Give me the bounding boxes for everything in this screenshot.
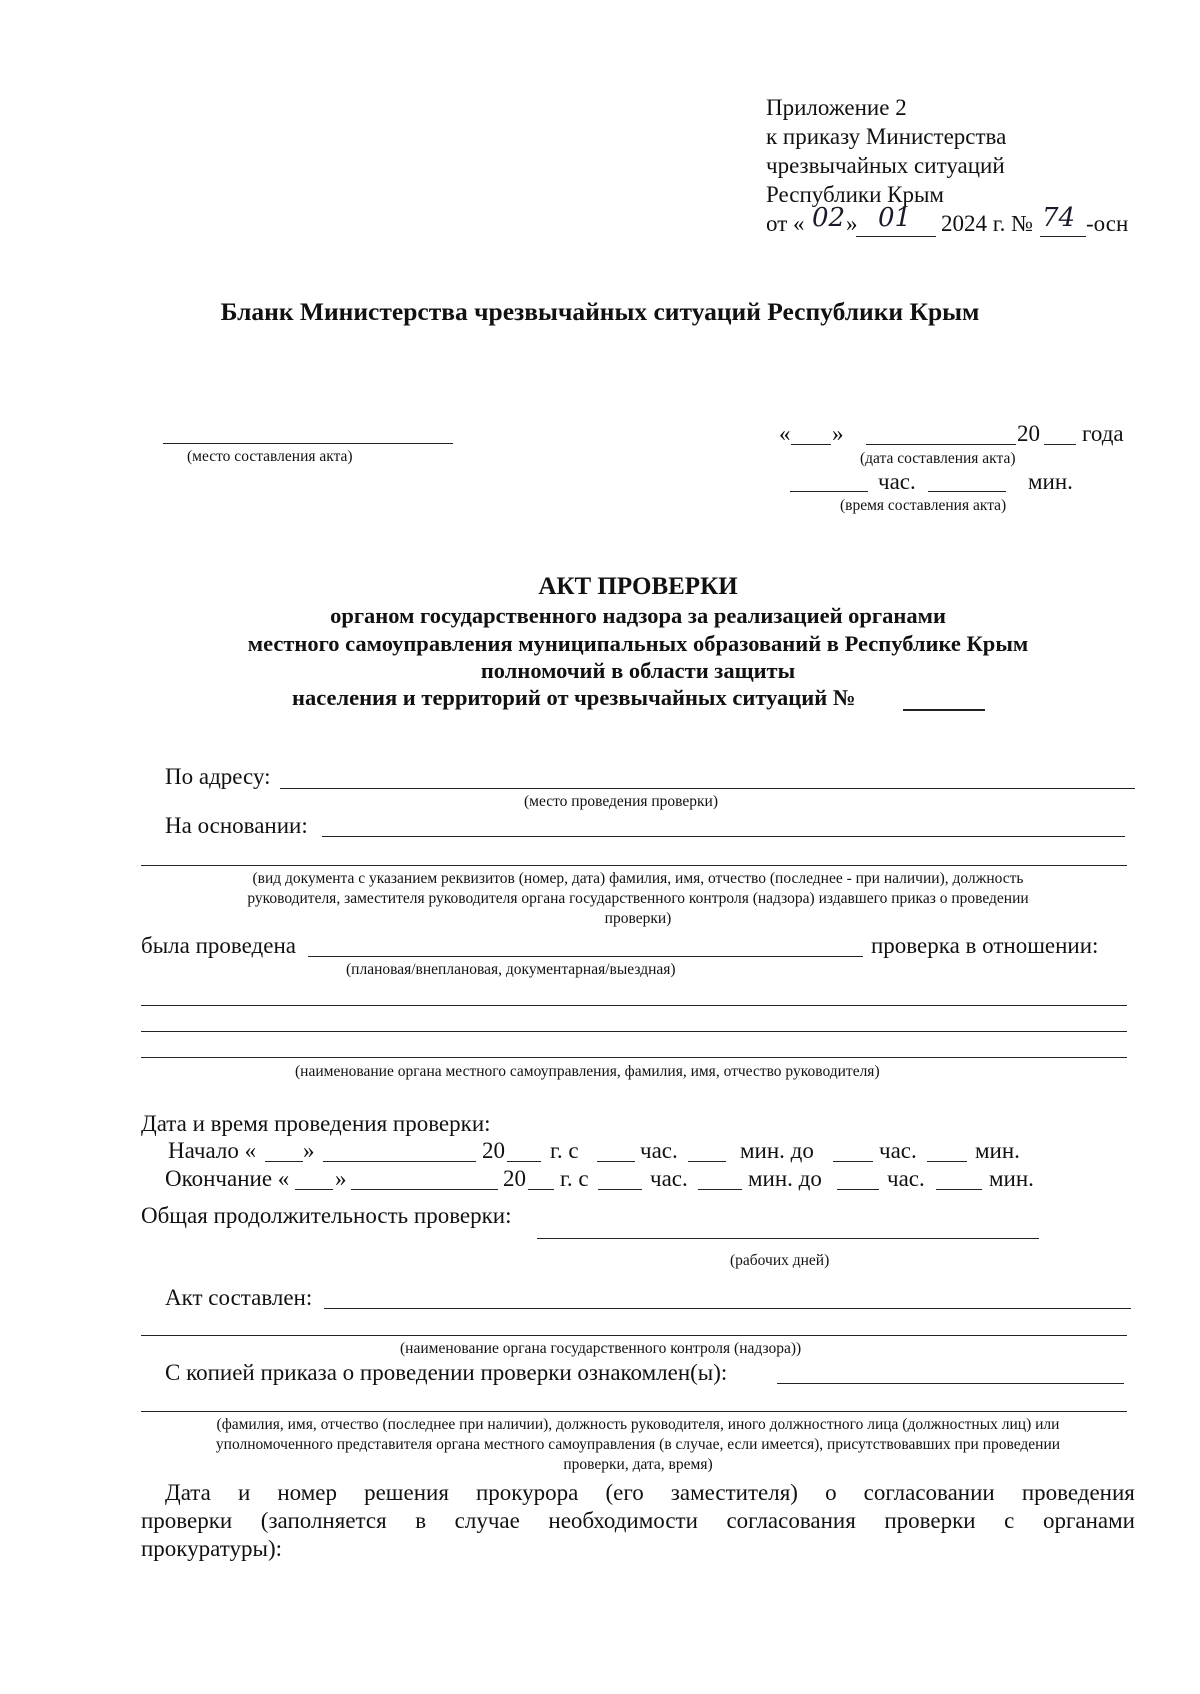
acquainted-caption-1: (фамилия, имя, отчество (последнее при наличии), должность руководителя, иного должностного лица (должностных лиц) или (216, 1416, 1060, 1433)
start-min-line (688, 1161, 726, 1162)
start-min2-line (927, 1161, 967, 1162)
start-month-line (323, 1161, 476, 1162)
act-title-line-5: населения и территорий от чрезвычайных ситуаций № (292, 685, 856, 710)
conducted-suffix: проверка в отношении: (871, 933, 1099, 958)
time-minutes-line (928, 491, 1006, 492)
appendix-date-day: 02 (812, 203, 846, 233)
date-year-line (1044, 444, 1076, 445)
start-hour2-line (833, 1161, 873, 1162)
address-caption: (место проведения проверки) (524, 793, 719, 810)
time-caption: (время составления акта) (840, 497, 1007, 514)
org-caption: (наименование органа местного самоуправления, фамилия, имя, отчество руководителя) (295, 1063, 880, 1080)
date-century: 20 (1017, 421, 1040, 446)
prosecutor-word: с (1004, 1508, 1015, 1533)
start-hours2: час. (879, 1138, 917, 1163)
date-year-word: года (1082, 421, 1124, 446)
address-line (280, 788, 1135, 789)
appendix-order-suffix: -осн (1086, 211, 1129, 236)
start-min-end: мин. (975, 1138, 1020, 1163)
basis-caption-2: руководителя, заместителя руководителя органа государственного контроля (надзора) издавшего приказ о проведении (247, 890, 1029, 907)
composed-line-2 (141, 1335, 1127, 1336)
date-open-quote: « (779, 421, 791, 446)
end-min-do: мин. до (748, 1166, 822, 1191)
end-min-line (698, 1189, 742, 1190)
prosecutor-word: проверки (884, 1508, 976, 1533)
date-close-quote: » (832, 421, 844, 446)
act-title-line-4: полномочий в области защиты (480, 658, 796, 683)
acquainted-line-2 (141, 1411, 1127, 1412)
time-minutes: мин. (1028, 469, 1073, 494)
start-g-s: г. с (550, 1138, 579, 1163)
org-line-3 (141, 1057, 1127, 1058)
org-line-1 (141, 1005, 1127, 1006)
start-day-line (265, 1161, 303, 1162)
end-month-line (351, 1189, 498, 1190)
appendix-number-underline (1040, 236, 1086, 237)
start-label: Начало « (168, 1138, 257, 1163)
end-day-line (295, 1189, 333, 1190)
end-year-line (528, 1189, 554, 1190)
prosecutor-word: необходимости (548, 1508, 698, 1533)
prosecutor-word: проверки (141, 1508, 233, 1533)
composed-label: Акт составлен: (165, 1285, 313, 1310)
prosecutor-word: прокурора (476, 1480, 579, 1505)
conducted-label: была проведена (141, 933, 296, 958)
start-hours: час. (640, 1138, 678, 1163)
prosecutor-word: в (415, 1508, 427, 1533)
basis-line-2 (141, 865, 1127, 866)
end-hour-line (598, 1189, 642, 1190)
acquainted-label: С копией приказа о проведении проверки ознакомлен(ы): (165, 1360, 728, 1385)
appendix-line-3: чрезвычайных ситуаций (766, 153, 1005, 178)
end-label: Окончание « (165, 1166, 290, 1191)
basis-line-1 (322, 836, 1125, 837)
acquainted-caption-2: уполномоченного представителя органа местного самоуправления (в случае, если имеется), присутствовавших при проведении (215, 1436, 1061, 1453)
end-close-quote: » (335, 1166, 347, 1191)
start-hour-line (597, 1161, 635, 1162)
appendix-month-underline (856, 236, 936, 237)
prosecutor-word: Дата (165, 1480, 211, 1505)
prosecutor-line-1 (165, 1479, 1135, 1506)
date-month-line (866, 444, 1016, 445)
prosecutor-word: (заполняется (260, 1508, 387, 1533)
appendix-date-prefix: от « (766, 211, 805, 236)
start-century: 20 (482, 1138, 505, 1163)
prosecutor-word: согласовании (863, 1480, 995, 1505)
prosecutor-word: (его (605, 1480, 644, 1505)
date-day-line (791, 444, 831, 445)
end-hours: час. (650, 1166, 688, 1191)
act-number-line (903, 709, 985, 711)
prosecutor-word: решения (364, 1480, 449, 1505)
appendix-order-number: 74 (1042, 203, 1076, 233)
prosecutor-word: заместителя) (670, 1480, 798, 1505)
place-line (163, 443, 453, 444)
start-year-line (507, 1161, 541, 1162)
end-min-end: мин. (989, 1166, 1034, 1191)
end-century: 20 (503, 1166, 526, 1191)
act-title: АКТ ПРОВЕРКИ (538, 573, 738, 600)
basis-caption-1: (вид документа с указанием реквизитов (номер, дата) фамилия, имя, отчество (последнее - при наличии), должность (252, 870, 1024, 887)
duration-caption: (рабочих дней) (730, 1252, 830, 1269)
datetime-heading: Дата и время проведения проверки: (141, 1111, 491, 1136)
appendix-line-2: к приказу Министерства (766, 124, 1007, 149)
end-hour2-line (837, 1189, 879, 1190)
act-title-line-3: местного самоуправления муниципальных образований в Республике Крым (247, 631, 1029, 656)
prosecutor-word: номер (277, 1480, 337, 1505)
start-close-quote: » (303, 1138, 315, 1163)
appendix-date-mid: » (846, 211, 858, 236)
prosecutor-word: органами (1042, 1508, 1135, 1533)
act-title-line-2: органом государственного надзора за реализацией органами (330, 603, 946, 628)
org-line-2 (141, 1031, 1127, 1032)
prosecutor-line-2 (141, 1507, 1135, 1534)
conducted-caption: (плановая/внеплановая, документарная/выездная) (346, 961, 676, 978)
end-min2-line (936, 1189, 982, 1190)
appendix-line-1: Приложение 2 (766, 95, 907, 120)
composed-line-1 (324, 1308, 1131, 1309)
prosecutor-word: случае (454, 1508, 520, 1533)
blank-title: Бланк Министерства чрезвычайных ситуаций Республики Крым (220, 297, 980, 326)
appendix-line-4: Республики Крым (766, 182, 944, 207)
prosecutor-word: и (237, 1480, 251, 1505)
prosecutor-word: согласования (726, 1508, 856, 1533)
address-label: По адресу: (165, 764, 271, 789)
basis-label: На основании: (165, 813, 308, 838)
end-g-s: г. с (560, 1166, 589, 1191)
start-min-do: мин. до (740, 1138, 814, 1163)
place-caption: (место составления акта) (187, 448, 353, 465)
time-hours-line (790, 491, 868, 492)
time-hours: час. (878, 469, 916, 494)
prosecutor-word: проведения (1021, 1480, 1135, 1505)
prosecutor-line-3: прокуратуры): (141, 1536, 283, 1561)
acquainted-caption-3: проверки, дата, время) (563, 1456, 713, 1473)
appendix-date-year: 2024 г. № (941, 211, 1034, 236)
duration-line (537, 1238, 1039, 1239)
conducted-line (308, 956, 863, 957)
composed-caption: (наименование органа государственного контроля (надзора)) (400, 1340, 802, 1357)
end-hours2: час. (887, 1166, 925, 1191)
date-caption: (дата составления акта) (860, 450, 1016, 467)
prosecutor-word: о (825, 1480, 837, 1505)
duration-label: Общая продолжительность проверки: (141, 1203, 512, 1228)
acquainted-line-1 (777, 1383, 1124, 1384)
basis-caption-3: проверки) (604, 910, 672, 927)
appendix-date-month: 01 (878, 203, 912, 233)
